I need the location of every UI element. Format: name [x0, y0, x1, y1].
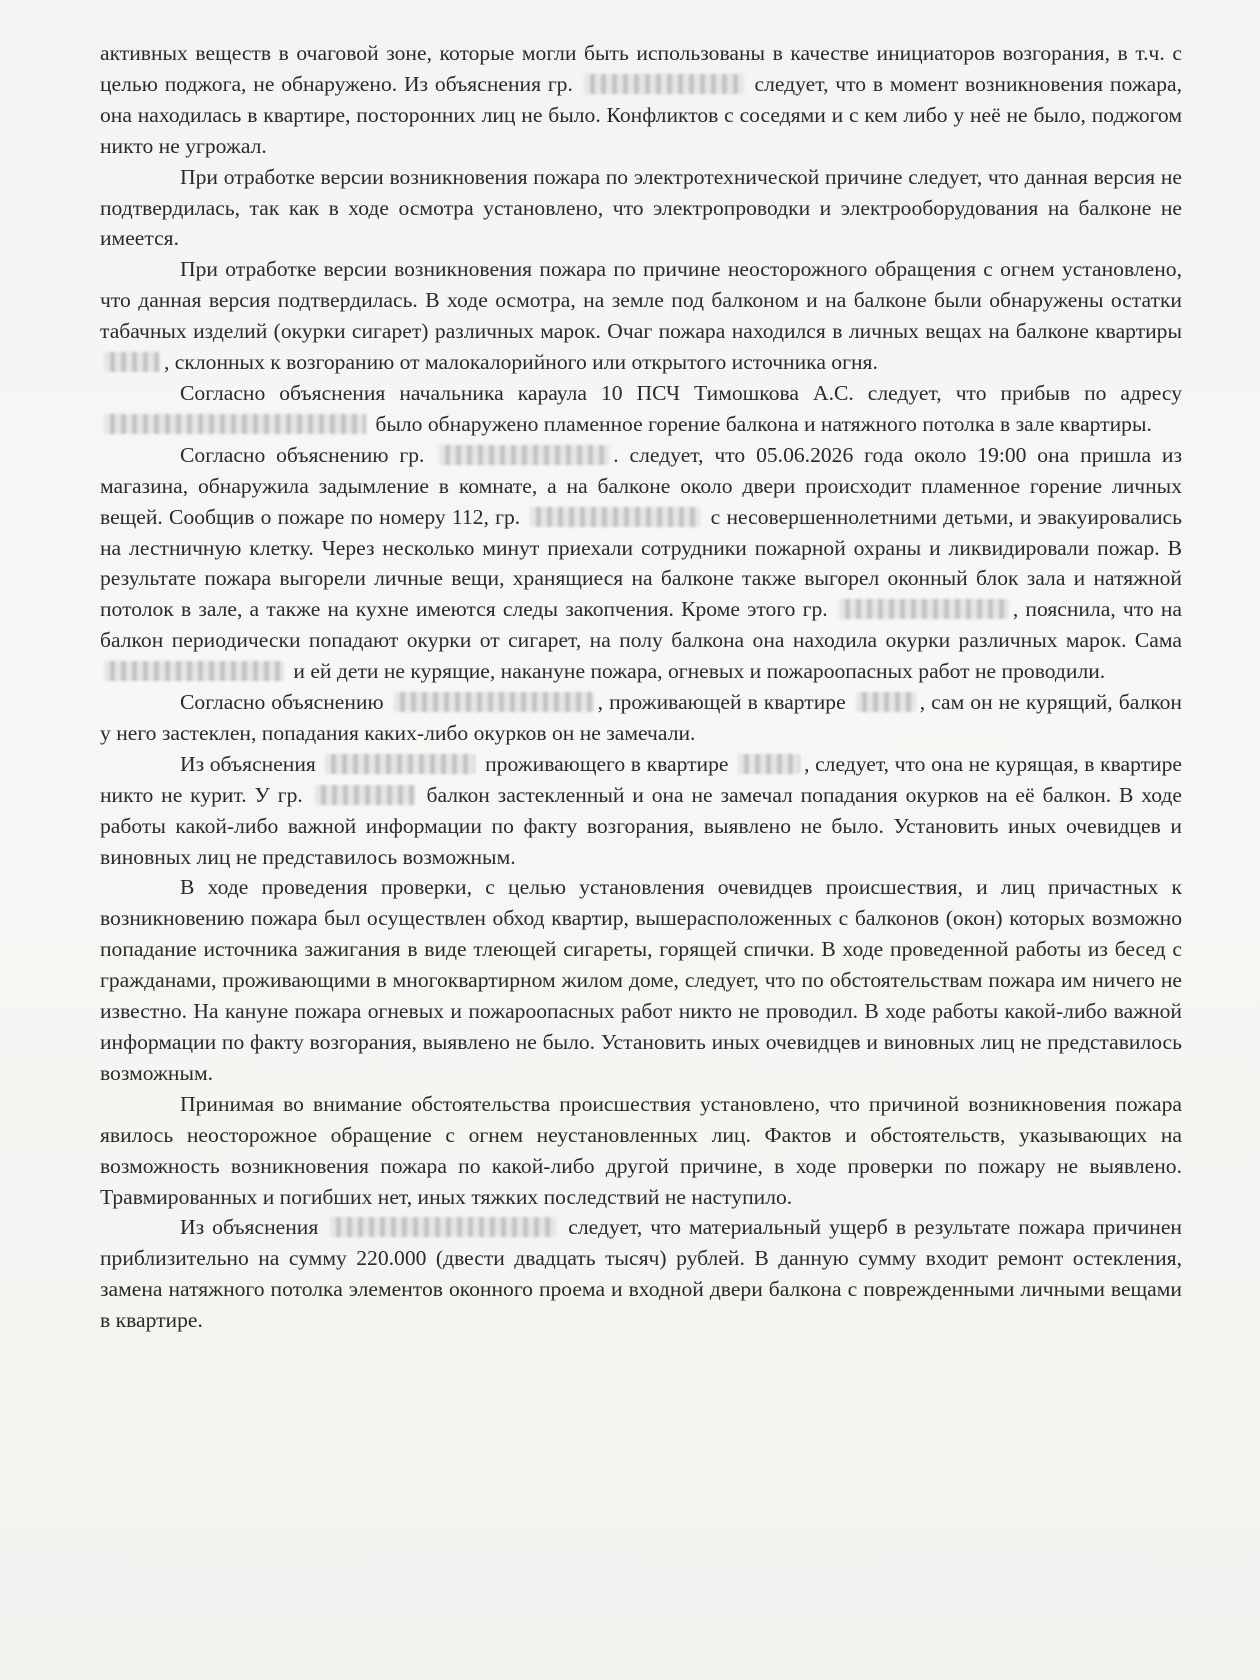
redaction-block: [104, 352, 160, 372]
redaction-block: [839, 599, 1009, 619]
paragraph: [100, 749, 1182, 873]
redaction-block: [530, 507, 700, 527]
document-body: [100, 38, 1182, 1336]
text-segment: Принимая во внимание обстоятельства происшествия установлено, что причиной возникновения пожара явилось неосторожное обращение с огнем неустановленных лиц. Фактов и обстоятельств, указывающих на возможность возникновения пожара по какой-либо другой причине, в ходе проверки по пожару не выявлено. Травмированных и погибших нет, иных тяжких последствий не наступило.: [100, 1091, 1182, 1209]
text-segment: , пояснила, что на балкон периодически попадают окурки от сигарет, на полу балкона она находила окурки различных марок. Сама: [100, 597, 1182, 653]
paragraph: [100, 1089, 1182, 1213]
paragraph: [100, 440, 1182, 687]
redaction-block: [856, 692, 916, 712]
redaction-block: [315, 785, 415, 805]
text-segment: В ходе проведения проверки, с целью установления очевидцев происшествия, и лиц причастных к возникновению пожара был осуществлен обход квартир, вышерасположенных с балконов (окон) которых возможно попадание источника зажигания в виде тлеющей сигареты, горящей спички. В ходе проведенной работы из бесед с гражданами, проживающими в многоквартирном жилом доме, следует, что по обстоятельствам пожара им ничего не известно. На кануне пожара огневых и пожароопасных работ никто не проводил. В ходе работы какой-либо важной информации по факту возгорания, выявлено не было. Установить иных очевидцев и виновных лиц не представилось возможным.: [100, 875, 1182, 1085]
text-segment: , проживающей в квартире: [597, 690, 852, 715]
paragraph: [100, 162, 1182, 255]
redaction-block: [394, 692, 594, 712]
redaction-block: [738, 754, 800, 774]
text-segment: . следует, что 05.06.2026 года около 19:00 она пришла из магазина, обнаружила задымление в комнате, а на балконе около двери происходит пламенное горение личных вещей. Сообщив о пожаре по номеру 112, гр.: [100, 442, 1182, 529]
redaction-block: [330, 1217, 556, 1237]
text-segment: , сам он не курящий, балкон у него застеклен, попадания каких-либо окурков он не замечали.: [100, 690, 1182, 745]
text-segment: следует, что материальный ущерб в результате пожара причинен приблизительно на сумму 220.000 (двести двадцать тысяч) рублей. В данную сумму входит ремонт остекления, замена натяжного потолка элементов оконного проема и входной двери балкона с поврежденными личными вещами в квартире.: [100, 1215, 1182, 1333]
text-segment: При отработке версии возникновения пожара по причине неосторожного обращения с огнем установлено, что данная версия подтвердилась. В ходе осмотра, на земле под балконом и на балконе были обнаружены остатки табачных изделий (окурки сигарет) различных марок. Очаг пожара находился в личных вещах на балконе квартиры: [100, 257, 1182, 344]
text-segment: , склонных к возгоранию от малокалорийного или открытого источника огня.: [164, 350, 878, 375]
redaction-block: [104, 661, 284, 681]
text-segment: с несовершеннолетними детьми, и эвакуировались на лестничную клетку. Через несколько минут приехали сотрудники пожарной охраны и ликвидировали пожар. В результате пожара выгорели личные вещи, хранящиеся на балконе также выгорел оконный блок зала и натяжной потолок в зале, а также на кухне имеются следы закопчения. Кроме этого гр.: [100, 504, 1182, 622]
text-segment: активных веществ в очаговой зоне, которые могли быть использованы в качестве инициаторов возгорания, в т.ч. с целью поджога, не обнаружено. Из объяснения гр.: [100, 41, 1182, 96]
redaction-block: [439, 445, 609, 465]
paragraph: [100, 1212, 1182, 1336]
paragraph: [100, 38, 1182, 162]
text-segment: При отработке версии возникновения пожара по электротехнической причине следует, что данная версия не подтвердилась, так как в ходе осмотра установлено, что электропроводки и электрооборудования на балконе не имеется.: [100, 164, 1182, 251]
text-segment: проживающего в квартире: [479, 751, 735, 776]
paragraph: [100, 687, 1182, 749]
text-segment: следует, что в момент возникновения пожара, она находилась в квартире, посторонних лиц не было. Конфликтов с соседями и с кем либо у неё не было, поджогом никто не угрожал.: [100, 71, 1182, 158]
paragraph: [100, 872, 1182, 1088]
text-segment: Согласно объяснению гр.: [180, 442, 436, 467]
redaction-block: [104, 414, 366, 434]
text-segment: и ей дети не курящие, накануне пожара, огневых и пожароопасных работ не проводили.: [288, 659, 1106, 684]
text-segment: балкон застекленный и она не замечал попадания окурков на её балкон. В ходе работы какой-либо важной информации по факту возгорания, выявлено не было. Установить иных очевидцев и виновных лиц не представилось возможным.: [100, 782, 1182, 869]
redaction-block: [584, 74, 744, 94]
text-segment: Из объяснения: [180, 1215, 327, 1240]
redaction-block: [325, 754, 475, 774]
text-segment: было обнаружено пламенное горение балкона и натяжного потолка в зале квартиры.: [370, 411, 1152, 436]
text-segment: , следует, что она не курящая, в квартире никто не курит. У гр.: [100, 751, 1182, 807]
paragraph: [100, 254, 1182, 378]
text-segment: Из объяснения: [180, 751, 322, 776]
text-segment: Согласно объяснения начальника караула 10 ПСЧ Тимошкова А.С. следует, что прибыв по адресу: [180, 380, 1182, 405]
text-segment: Согласно объяснению: [180, 690, 390, 715]
paragraph: [100, 378, 1182, 440]
